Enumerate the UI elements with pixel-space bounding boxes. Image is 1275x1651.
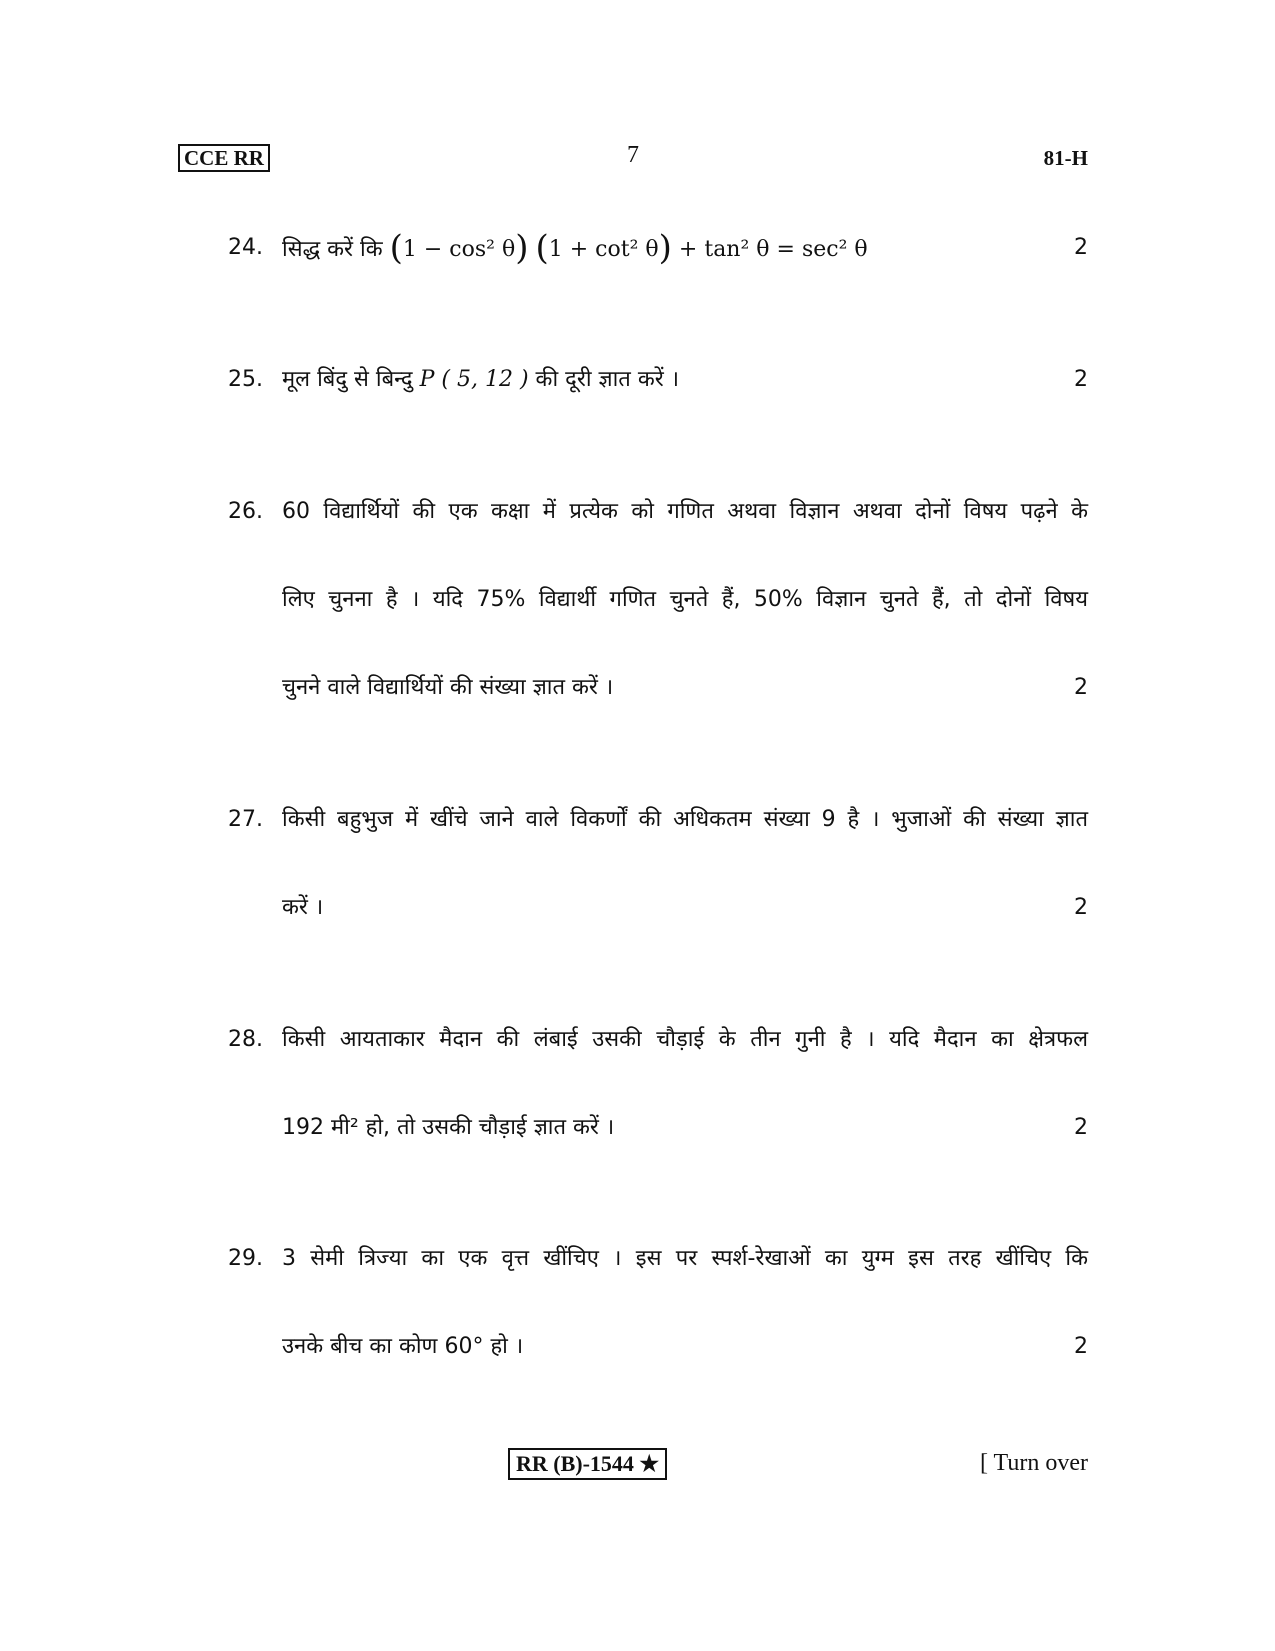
marks: 2 (1074, 1115, 1088, 1140)
page-header (178, 142, 1088, 178)
page-footer (178, 1448, 1088, 1482)
close-paren-2: ) (658, 228, 672, 268)
question-line-1: 3 सेमी त्रिज्या का एक वृत्त खींचिए । इस पर स्पर्श-रेखाओं का युग्म इस तरह खींचिए कि (282, 1246, 1088, 1271)
question-line-1: 60 विद्यार्थियों की एक कक्षा में प्रत्येक को गणित अथवा विज्ञान अथवा दोनों विषय पढ़ने के (282, 499, 1088, 524)
question-line-2: 192 मी² हो, तो उसकी चौड़ाई ज्ञात करें । (282, 1115, 615, 1140)
question-line-1: किसी बहुभुज में खींचे जाने वाले विकर्णों की अधिकतम संख्या 9 है । भुजाओं की संख्या ज्ञात (282, 807, 1088, 832)
close-paren-1: ) (515, 228, 529, 268)
booklet-code-box: RR (B)-1544 ★ (508, 1448, 667, 1480)
question-28 (228, 1022, 1088, 1146)
question-25 (228, 362, 1088, 398)
question-line-1: किसी आयताकार मैदान की लंबाई उसकी चौड़ाई के तीन गुनी है । यदि मैदान का क्षेत्रफल (282, 1027, 1088, 1052)
question-number: 27. (228, 807, 263, 832)
question-line-2: उनके बीच का कोण 60° हो । (282, 1334, 524, 1359)
identity-expression (389, 228, 868, 268)
question-line-2: लिए चुनना है । यदि 75% विद्यार्थी गणित चुनते हैं, 50% विज्ञान चुनते हैं, तो दोनों विषय (282, 587, 1088, 612)
question-number: 25. (228, 367, 263, 392)
term-2: 1 + cot² θ (548, 237, 659, 262)
question-line-3: चुनने वाले विद्यार्थियों की संख्या ज्ञात करें । (282, 675, 614, 700)
point-coordinates: P ( 5, 12 ) (419, 367, 529, 392)
marks: 2 (1074, 675, 1088, 700)
question-number: 24. (228, 235, 263, 260)
question-29 (228, 1241, 1088, 1365)
question-26 (228, 494, 1088, 706)
question-number: 28. (228, 1027, 263, 1052)
marks: 2 (1074, 1334, 1088, 1359)
open-paren-1: ( (389, 228, 403, 268)
text-after: की दूरी ज्ञात करें । (535, 367, 680, 392)
question-24 (228, 230, 1088, 266)
marks: 2 (1074, 235, 1088, 260)
paper-code: 81-H (1043, 146, 1088, 170)
marks: 2 (1074, 895, 1088, 920)
marks: 2 (1074, 367, 1088, 392)
open-paren-2: ( (535, 228, 549, 268)
question-number: 29. (228, 1246, 263, 1271)
question-line-2: करें । (282, 895, 324, 920)
prove-prefix: सिद्ध करें कि (282, 237, 383, 262)
page-number: 7 (627, 142, 639, 168)
exam-code-box: CCE RR (178, 144, 270, 172)
term-1: 1 − cos² θ (402, 237, 516, 262)
text-before: मूल बिंदु से बिन्दु (282, 367, 413, 392)
turn-over-note: [ Turn over (979, 1450, 1088, 1476)
question-number: 26. (228, 499, 263, 524)
question-text (282, 230, 1028, 268)
question-text (282, 362, 1028, 398)
question-27 (228, 802, 1088, 926)
term-rest: + tan² θ = sec² θ (678, 237, 868, 262)
